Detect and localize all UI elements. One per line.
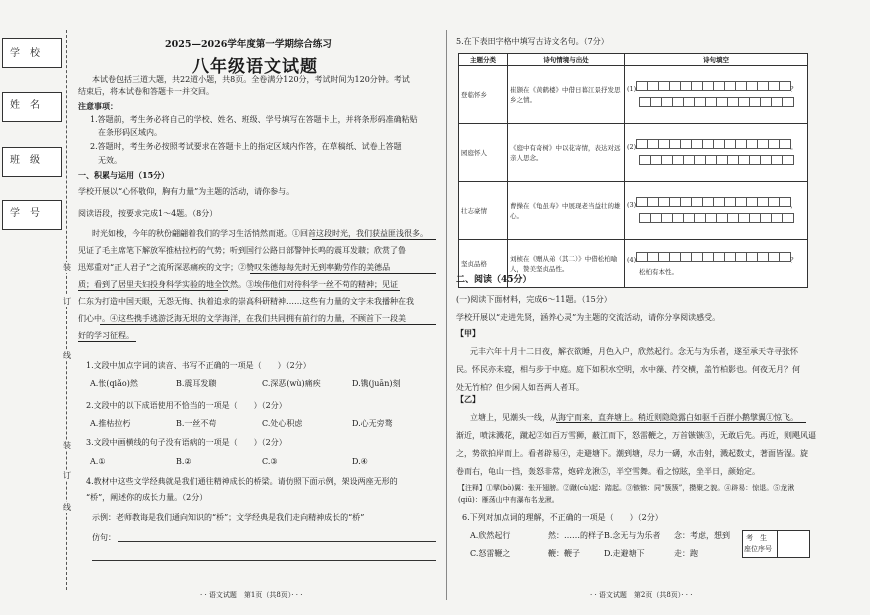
context-cell: 刘桢在《赠从弟（其二）》中借松柏喻人，赞美坚贞品性。 [508, 240, 625, 288]
grid-box[interactable] [782, 213, 794, 223]
sentence-underline [78, 341, 136, 342]
page-divider [446, 30, 447, 600]
sentence-underline [556, 422, 806, 423]
activity-text: 学校开展以“走进先贤，涵养心灵”为主题的交流活动，请你分享阅读感受。 [456, 313, 721, 322]
theme-cell: 壮志豪情 [459, 182, 508, 240]
page-footer: · · 语文试题 第2页（共8页）· · · [590, 591, 693, 599]
blank-cell[interactable] [625, 66, 808, 124]
passage-line: 时光如梭，今年的秋份翩翩着我们的学习生活悄然而逝。①回首这段时光，我们获益匪浅很多。 [92, 229, 428, 238]
option[interactable]: C.③ [262, 457, 278, 466]
option[interactable]: C.深恶(wù)痛疾 [262, 379, 321, 388]
intro-text: 本试卷包括三道大题，共22道小题，共8页。全卷满分120分，考试时间为120分钟。考试 [92, 75, 410, 84]
passage-label: 【乙】 [456, 394, 480, 404]
punctuation: 。 [790, 142, 797, 151]
seat-number-box[interactable] [742, 530, 810, 558]
punctuation: ？ [790, 84, 797, 93]
option[interactable]: B.念无与为乐者 [604, 531, 661, 540]
sentence-underline [250, 273, 436, 274]
theme-cell: 园庭怀人 [459, 124, 508, 182]
passage-line: 立塘上，见潮头一线，从海宁而来，直奔塘上。稍近则隐隐露白如驱千百群小鹅擘翼①惊飞。 [470, 413, 798, 422]
option-gloss: 走：跑 [674, 549, 698, 558]
fold-mark: 订 [63, 297, 71, 306]
blank-cell[interactable] [625, 182, 808, 240]
option-gloss: 然：……的样子 [548, 531, 604, 540]
option[interactable]: D.④ [352, 457, 368, 466]
class-label: 班级 [10, 155, 50, 166]
given-line: 松柏有本性。 [639, 267, 678, 276]
sentence-underline [250, 290, 400, 291]
table-row [459, 182, 808, 240]
example-text: 示例：老师教诲是我们通向知识的“桥”；文学经典是我们走向精神成长的“桥” [92, 513, 365, 522]
blank-cell[interactable] [625, 240, 808, 288]
option[interactable]: A.怅(qiǎo)然 [90, 379, 138, 388]
subsection-heading: (一)阅读下面材料，完成6～11题。（15分） [456, 295, 612, 304]
imitation-label: 仿句： [92, 533, 116, 542]
answer-line[interactable] [92, 560, 436, 561]
option[interactable]: A.欣然起行 [470, 531, 511, 540]
theme-cell: 坚贞品格 [459, 240, 508, 288]
grid-box[interactable] [782, 155, 794, 165]
notes: 【注释】①擘(bò)翼：张开翅膀。②蹴(cù)起：踏起。③镞镞：同“簇簇”，攒聚之貌。④辟易：惊退。⑤龙湫 [458, 484, 795, 492]
table-row [459, 124, 808, 182]
table-header: 诗句填空 [625, 54, 808, 66]
fold-mark: 线 [63, 503, 71, 512]
option[interactable]: B.一丝不苟 [176, 419, 217, 428]
context-cell: 曹操在《龟虽寿》中展现老当益壮的雄心。 [508, 182, 625, 240]
notice-heading: 注意事项： [78, 101, 118, 111]
option[interactable]: D.走避塘下 [604, 549, 645, 558]
answer-line[interactable] [118, 541, 436, 542]
page-footer: · · 语文试题 第1页（共8页）· · · [200, 591, 303, 599]
table-header: 主题分类 [459, 54, 508, 66]
passage-label: 【甲】 [456, 328, 480, 338]
notice-item: 无效。 [98, 156, 122, 165]
seat-box-divider [777, 531, 778, 557]
question-2: 2.文段中的以下成语使用不恰当的一项是（ ）（2分） [86, 401, 287, 410]
blank-cell[interactable] [625, 124, 808, 182]
context-cell: 《庭中有奇树》中以花寄情，表达对远亲人思念。 [508, 124, 625, 182]
sentence-underline [78, 290, 228, 291]
poem-table [458, 53, 808, 288]
exam-title: 八年级语文试题 [192, 57, 318, 77]
question-5: 5.在下表田字格中填写古诗文名句。（7分） [456, 37, 609, 46]
fold-mark: 线 [63, 351, 71, 360]
fold-mark: 装 [63, 441, 71, 450]
passage-line: 见证了毛主席笔下解放军推枯拉朽的气势；听到国行公路日部警钟长鸣的震耳发聩；欣赏了鲁 [78, 246, 406, 255]
option-gloss: 念：考虑，想到 [674, 531, 730, 540]
fold-mark: 订 [63, 471, 71, 480]
notice-item: 在条形码区域内。 [98, 128, 162, 137]
reading-task: 阅读语段，按要求完成1～4题。（8分） [78, 209, 218, 218]
blank-number: (1) [627, 84, 637, 93]
option[interactable]: D.镌(juān)刻 [352, 379, 401, 388]
passage-line: 迅郑重对“正人君子”之流所深恶痛疾的文字；②赞叹朱德每每先时无到率勤劳作的美德品 [78, 263, 391, 272]
seat-label: 考 生 [746, 534, 767, 542]
passage-line: 们心中。④这些携手逃游泛海无垠的文学海洋，在我们共同拥有前行的力量，不顾首下一段美 [78, 314, 406, 323]
activity-text: 学校开展以“心怀敬仰，胸有力量”为主题的活动，请你参与。 [78, 187, 295, 196]
table-row [459, 66, 808, 124]
option[interactable]: A.推枯拉朽 [90, 419, 131, 428]
blank-number: (3) [627, 200, 637, 209]
sentence-underline [100, 324, 436, 325]
theme-cell: 登临怀乡 [459, 66, 508, 124]
context-cell: 崔颢在《黄鹤楼》中借日暮江景抒发思乡之情。 [508, 66, 625, 124]
question-4: 4.教材中这些文学经典就是我们通往精神成长的桥梁。请仿照下面示例，架设两座无形的 [86, 477, 398, 486]
question-4: “桥”，阐述你的成长力量。（2分） [86, 493, 208, 502]
passage-line: 质；看到了居里夫妇投身科学实验的地全饮然。③埃伟他们对待科学一丝不苟的精神；见证 [78, 280, 398, 289]
punctuation: ？ [790, 255, 797, 264]
notes: (qiū)：雁荡山中有瀑布名龙湫。 [458, 496, 559, 504]
blank-number: (2) [627, 142, 637, 151]
grid-box[interactable] [782, 97, 794, 107]
passage-line: 卷而右，龟山一挡，轰怒非常，炮碎龙湫⑤，半空雪舞。看之惊眩，坐半日，颜始定。 [456, 467, 760, 476]
school-label: 学校 [10, 48, 50, 59]
punctuation: ， [790, 200, 797, 209]
question-1: 1.文段中加点字词的读音、书写不正确的一项是（ ）（2分） [86, 361, 311, 370]
name-label: 姓名 [10, 100, 50, 111]
table-header: 诗句情境与出处 [508, 54, 625, 66]
question-6: 6.下列对加点词的理解，不正确的一项是（ ）（2分） [462, 513, 663, 522]
option[interactable]: A.① [90, 457, 106, 466]
section-heading: 一、积累与运用（15分） [78, 170, 170, 180]
option[interactable]: B.震耳发聩 [176, 379, 217, 388]
option[interactable]: B.② [176, 457, 192, 466]
passage-line: 之，势欲拍岸而上。看者辟易④，走避塘下。潮到塘，尽力一礴，水击射，溅起数丈，著面皆湿。旋 [456, 449, 808, 458]
passage-line: 好的学习征程。 [78, 331, 134, 340]
option[interactable]: C.处心积虑 [262, 419, 303, 428]
option[interactable]: C.怒雷鞭之 [470, 549, 511, 558]
fold-mark: 装 [63, 263, 71, 272]
notice-item: 2.答题时，考生务必按照考试要求在答题卡上的指定区域内作答，在草稿纸、试卷上答题 [90, 142, 402, 151]
passage-line: 民。怀民亦未寝，相与步于中庭。庭下如积水空明，水中藻、荇交横，盖竹柏影也。何夜无月？何 [456, 365, 800, 374]
option[interactable]: D.心无旁骛 [352, 419, 393, 428]
passage-line: 渐近，喷沫溅花，蹴起②如百万雪狮，蔽江而下，怒雷鞭之，万首镞镞③，无敢后先。再近，则飓风逼 [456, 431, 816, 440]
exam-subtitle: 2025—2026学年度第一学期综合练习 [165, 39, 332, 50]
notice-item: 1.答题前，考生务必将自己的学校、姓名、班级、学号填写在答题卡上，并将条形码准确粘贴 [90, 115, 418, 124]
student-id-label: 学号 [10, 208, 50, 219]
seat-label: 座位序号 [744, 545, 772, 553]
question-3: 3.文段中画横线的句子没有语病的一项是（ ）（2分） [86, 438, 287, 447]
passage-line: 仁东为打造中国天眼，无怨无悔、执着追求的崇高科研精神……这些有力量的文字未我播种在我 [78, 297, 414, 306]
intro-text: 结束后，将本试卷和答题卡一并交回。 [78, 87, 214, 96]
option-gloss: 鞭：鞭子 [548, 549, 580, 558]
passage-line: 处无竹柏？但少闲人如吾两人者耳。 [456, 383, 584, 392]
sentence-underline [312, 239, 436, 240]
blank-number: (4) [627, 255, 637, 264]
section-heading: 二、阅读（45分） [456, 275, 532, 285]
passage-line: 元丰六年十月十二日夜，解衣欲睡，月色入户，欣然起行。念无与为乐者，遂至承天寺寻张怀 [470, 347, 798, 356]
